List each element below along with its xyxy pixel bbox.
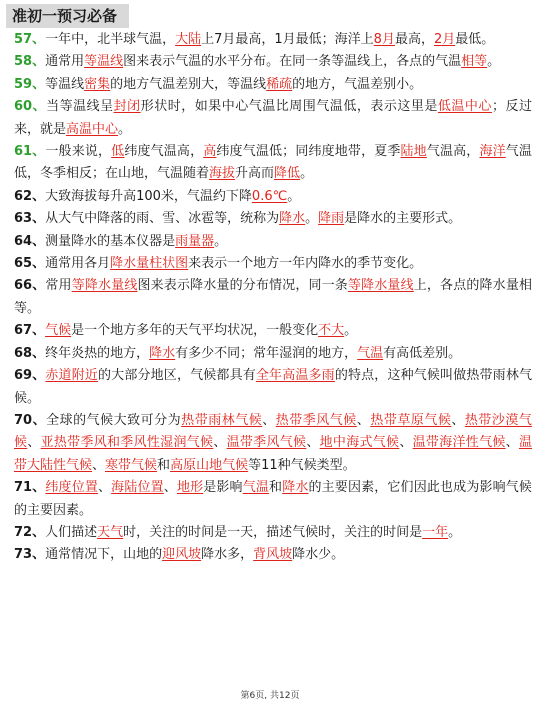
highlighted-term: 相等: [461, 54, 488, 70]
item-text: 大致海拔每升高100米，气温约下降: [45, 188, 252, 204]
highlighted-term: 温带大陆性气候: [14, 435, 532, 473]
item-text: 通常用: [45, 54, 85, 70]
highlighted-term: 降雨: [318, 211, 345, 227]
item-text: 是影响: [203, 480, 243, 496]
item-number: 70、: [14, 412, 47, 428]
highlighted-term: 高: [203, 144, 217, 160]
highlighted-term: 热带雨林气候: [181, 412, 263, 428]
item-text: 全球的气候大致可分为: [46, 412, 182, 428]
item-number: 69、: [14, 368, 46, 384]
item-text: 纬度气温高，: [124, 144, 204, 160]
highlighted-term: 温带季风气候: [226, 435, 307, 451]
list-item: [14, 544, 532, 566]
item-text: 的大部分地区，气候都具有: [98, 368, 256, 384]
item-text: 、: [98, 480, 112, 496]
highlighted-term: 热带草原气候: [370, 412, 452, 428]
highlighted-term: 陆地: [400, 144, 427, 160]
item-text: 、: [399, 435, 413, 451]
highlighted-term: 密集: [84, 76, 111, 92]
item-number: 58、: [14, 54, 46, 70]
highlighted-term: 大陆: [175, 32, 202, 47]
list-item: [14, 343, 532, 365]
list-item: [14, 186, 532, 208]
item-text: 的主要因素，它们因此也成为影响气候的主要因素。: [14, 480, 532, 518]
highlighted-term: 赤道附近: [45, 368, 99, 384]
list-item: [14, 320, 532, 342]
highlighted-term: 降水量柱状图: [110, 256, 189, 272]
item-text: 通常用各月: [45, 256, 111, 272]
item-text: 的特点，这种气候叫做热带雨林气候。: [14, 368, 532, 406]
item-text: 等11种气候类型。: [248, 457, 356, 473]
item-number: 63、: [14, 211, 46, 227]
highlighted-term: 低: [111, 144, 125, 160]
item-text: 有多少不同；常年湿润的地方，: [175, 345, 358, 361]
highlighted-term: 降水: [282, 480, 309, 496]
highlighted-term: 气温: [357, 345, 384, 361]
item-text: 时，关注的时间是一天，描述气候时，关注的时间是: [123, 524, 423, 540]
item-text: 来表示一个地方一年内降水的季节变化。: [188, 256, 423, 272]
list-item: [14, 522, 532, 544]
highlighted-term: 温带海洋性气候: [412, 435, 506, 451]
item-text: 。: [287, 188, 301, 204]
item-text: 的地方，气温差别小。: [292, 76, 423, 92]
item-text: 是降水的主要形式。: [344, 211, 462, 227]
item-text: 降水多，: [201, 547, 254, 563]
item-number: 65、: [14, 256, 46, 272]
item-text: 、: [92, 457, 106, 473]
highlighted-term: 海拔: [209, 166, 236, 182]
highlighted-term: 地形: [176, 480, 204, 496]
item-text: 、: [356, 412, 371, 428]
highlighted-term: 寒带气候: [105, 457, 158, 473]
item-number: 71、: [14, 480, 46, 496]
item-text: 。: [487, 54, 501, 70]
item-number: 68、: [14, 345, 46, 361]
highlighted-term: 亚热带季风和季风性湿润气候: [40, 435, 214, 451]
list-item: [14, 96, 532, 141]
list-item: [14, 477, 532, 522]
highlighted-term: 天气: [97, 524, 124, 540]
highlighted-term: 0.6℃: [251, 188, 288, 204]
item-text: 、: [505, 435, 519, 451]
item-text: 气温高，: [426, 144, 480, 160]
item-text: ；反过来，就是: [14, 99, 532, 137]
highlighted-term: 背风坡: [253, 547, 293, 563]
item-text: 纬度气温低；同纬度地带，夏季: [216, 144, 401, 160]
item-text: 从大气中降落的雨、雪、冰雹等，统称为: [45, 211, 280, 227]
item-number: 66、: [14, 278, 46, 294]
highlighted-term: 高温中心: [66, 121, 119, 137]
highlighted-term: 纬度位置: [45, 480, 99, 496]
highlighted-term: 气候: [45, 323, 72, 339]
item-text: 常用: [45, 278, 72, 294]
item-text: 是一个地方多年的天气平均状况，一般变化: [71, 323, 319, 339]
highlighted-term: 降水: [279, 211, 306, 227]
highlighted-term: 海洋: [479, 144, 506, 160]
highlighted-term: 稀疏: [266, 76, 293, 92]
item-number: 57、: [14, 32, 46, 47]
item-text: 、: [262, 412, 276, 428]
list-item: [14, 410, 532, 477]
highlighted-term: 高原山地气候: [170, 457, 249, 473]
highlighted-term: 等降水量线: [347, 278, 414, 294]
item-number: 67、: [14, 323, 46, 339]
item-text: 。: [214, 233, 228, 249]
highlighted-term: 8月: [373, 32, 395, 47]
item-text: 的地方气温差别大，等温线: [110, 76, 267, 92]
list-item: [14, 74, 532, 96]
item-text: 等温线: [45, 76, 85, 92]
item-number: 59、: [14, 76, 46, 92]
item-text: 、: [306, 435, 320, 451]
list-item: [14, 231, 532, 253]
item-text: 上7月最高，1月最低；海洋上: [201, 32, 374, 47]
highlighted-term: 不大: [318, 323, 345, 339]
item-text: 图来表示降水量的分布情况，同一条: [137, 278, 348, 294]
item-text: 一般来说，: [45, 144, 112, 160]
item-number: 60、: [14, 99, 47, 115]
list-item: [14, 29, 532, 51]
item-text: 。: [344, 323, 358, 339]
item-text: 。: [118, 121, 132, 137]
list-item: [14, 208, 532, 230]
list-item: [14, 51, 532, 73]
item-text: 通常情况下，山地的: [45, 547, 163, 563]
highlighted-term: 雨量器: [175, 233, 215, 249]
item-text: 。: [305, 211, 319, 227]
item-text: 、: [27, 435, 41, 451]
item-text: 和: [269, 480, 283, 496]
list-item: [14, 141, 532, 186]
document-body: [14, 29, 532, 567]
item-text: 一年中，北半球气温，: [45, 32, 176, 47]
highlighted-term: 低温中心: [437, 99, 492, 115]
highlighted-term: 气温: [242, 480, 270, 496]
item-text: 气温低，冬季相反；在山地，气温随着: [14, 144, 532, 182]
highlighted-term: 等降水量线: [71, 278, 138, 294]
highlighted-term: 热带季风气候: [275, 412, 357, 428]
highlighted-term: 封闭: [113, 99, 141, 115]
item-number: 64、: [14, 233, 46, 249]
item-text: 降水少。: [292, 547, 345, 563]
list-item: [14, 253, 532, 275]
page-footer: 第6页, 共12页: [240, 691, 300, 701]
item-text: 。: [448, 524, 462, 540]
list-item: [14, 275, 532, 320]
item-text: 最低。: [455, 32, 495, 47]
item-text: 。: [300, 166, 314, 182]
highlighted-term: 热带沙漠气候: [14, 412, 532, 451]
highlighted-term: 2月: [433, 32, 456, 47]
highlighted-term: 等温线: [84, 54, 124, 70]
item-text: 当等温线呈: [46, 99, 114, 115]
item-text: 人们描述: [45, 524, 98, 540]
item-number: 62、: [14, 188, 46, 204]
item-text: 上，各点的降水量相等。: [14, 278, 532, 316]
item-number: 61、: [14, 144, 46, 160]
item-text: 终年炎热的地方，: [45, 345, 150, 361]
item-text: 最高，: [394, 32, 434, 47]
highlighted-term: 海陆位置: [111, 480, 164, 496]
list-item: [14, 365, 532, 410]
item-number: 73、: [14, 547, 46, 563]
page-title: 准初一预习必备: [6, 4, 129, 28]
item-text: 、: [213, 435, 227, 451]
item-text: 图来表示气温的水平分布。在同一条等温线上，各点的气温: [123, 54, 462, 70]
highlighted-term: 降低: [274, 166, 301, 182]
item-text: 、: [163, 480, 177, 496]
item-text: 、: [451, 412, 465, 428]
item-text: 升高而: [235, 166, 275, 182]
item-text: 有高低差别。: [383, 345, 462, 361]
highlighted-term: 地中海式气候: [319, 435, 400, 451]
highlighted-term: 一年: [422, 524, 449, 540]
highlighted-term: 降水: [149, 345, 176, 361]
item-number: 72、: [14, 524, 46, 540]
item-text: 测量降水的基本仪器是: [45, 233, 176, 249]
item-text: 形状时，如果中心气温比周围气温低，表示这里是: [140, 99, 438, 115]
highlighted-term: 全年高温多雨: [255, 368, 335, 384]
item-text: 和: [157, 457, 171, 473]
highlighted-term: 迎风坡: [162, 547, 202, 563]
